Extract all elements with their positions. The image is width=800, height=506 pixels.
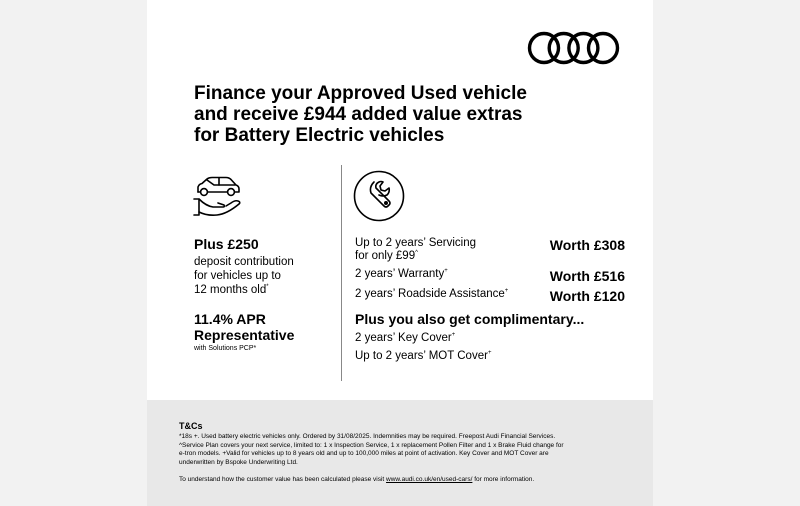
terms-line-4: underwritten by Bspoke Underwriting Ltd.: [179, 458, 298, 466]
complimentary-title: Plus you also get complimentary...: [355, 311, 585, 327]
deposit-title: Plus £250: [194, 236, 259, 252]
used-cars-link[interactable]: www.audi.co.uk/en/used-cars/: [386, 476, 473, 484]
benefit-label: [355, 237, 476, 263]
complimentary-item-key-cover: [355, 332, 625, 345]
headline-line-3: for Battery Electric vehicles: [194, 125, 445, 146]
deposit-offer: [194, 236, 334, 353]
terms-line-2: ^Service Plan covers your next service, limited to: 1 x Inspection Service, 1 x replacement Pollen Filter and 1 x Brake Fluid change for: [179, 441, 564, 449]
terms-title: T&Cs: [179, 421, 203, 431]
car-in-hand-icon: [193, 176, 243, 218]
deposit-desc-line-2: for vehicles up to: [194, 270, 281, 282]
deposit-footnote-mark: *: [266, 284, 269, 291]
benefit-label-text: 2 years’ Roadside Assistance: [355, 288, 505, 300]
benefit-footnote-mark: +: [504, 288, 509, 295]
benefits-list: [355, 237, 625, 363]
apr-rate: 11.4% APR: [194, 311, 266, 327]
column-divider: [341, 165, 342, 381]
apr-note: with Solutions PCP*: [194, 345, 257, 352]
complimentary-footnote-mark: +: [451, 332, 456, 339]
deposit-desc-line-3: [194, 283, 334, 297]
terms-footer: [179, 476, 619, 484]
wrench-icon: [353, 170, 405, 222]
benefit-footnote-mark: ^: [415, 250, 418, 257]
terms-footer-text-after: for more information.: [472, 476, 535, 484]
benefit-label-text: 2 years’ Warranty: [355, 268, 445, 280]
terms-footer-text-before: To understand how the customer value has been calculated please visit: [179, 476, 387, 484]
audi-rings-logo: [527, 31, 620, 65]
complimentary-footnote-mark: +: [487, 350, 492, 357]
benefit-value: Worth £516: [549, 268, 625, 284]
benefit-row-roadside: [355, 288, 625, 308]
terms-body: [179, 433, 619, 467]
offer-headline: [194, 83, 527, 146]
apr-representative: Representative: [194, 327, 295, 343]
benefit-label-line-2-text: for only £99: [355, 250, 416, 262]
offer-card: [147, 0, 653, 400]
benefit-value: Worth £120: [549, 288, 625, 304]
headline-line-1: Finance your Approved Used vehicle: [194, 83, 527, 104]
benefit-row-servicing: [355, 237, 625, 268]
benefit-label: [355, 268, 448, 281]
deposit-description: [194, 255, 334, 297]
terms-line-3: e-tron models. +Valid for vehicles up to 8 years old and up to 100,000 miles at point of activation. Key Cover and MOT Cover are: [179, 450, 549, 458]
benefit-label-line-1: Up to 2 years’ Servicing: [355, 237, 477, 249]
terms-and-conditions: [179, 421, 619, 484]
deposit-desc-line-3-text: 12 months old: [194, 284, 267, 296]
benefit-value: Worth £308: [549, 237, 625, 253]
benefit-label-line-2: [355, 250, 476, 263]
complimentary-item-label: 2 years’ Key Cover: [355, 332, 452, 344]
benefit-footnote-mark: +: [444, 268, 448, 275]
benefit-row-warranty: [355, 268, 625, 288]
complimentary-item-label: Up to 2 years’ MOT Cover: [355, 350, 488, 362]
benefit-label: [355, 288, 508, 301]
terms-line-1: *18s +. Used battery electric vehicles only. Ordered by 31/08/2025. Indemnities may be required. Freepost Audi Financial Services.: [179, 433, 556, 440]
complimentary-item-mot-cover: [355, 350, 625, 363]
deposit-desc-line-1: deposit contribution: [194, 256, 294, 268]
headline-line-2: and receive £944 added value extras: [194, 104, 523, 125]
apr-offer: [194, 311, 334, 343]
